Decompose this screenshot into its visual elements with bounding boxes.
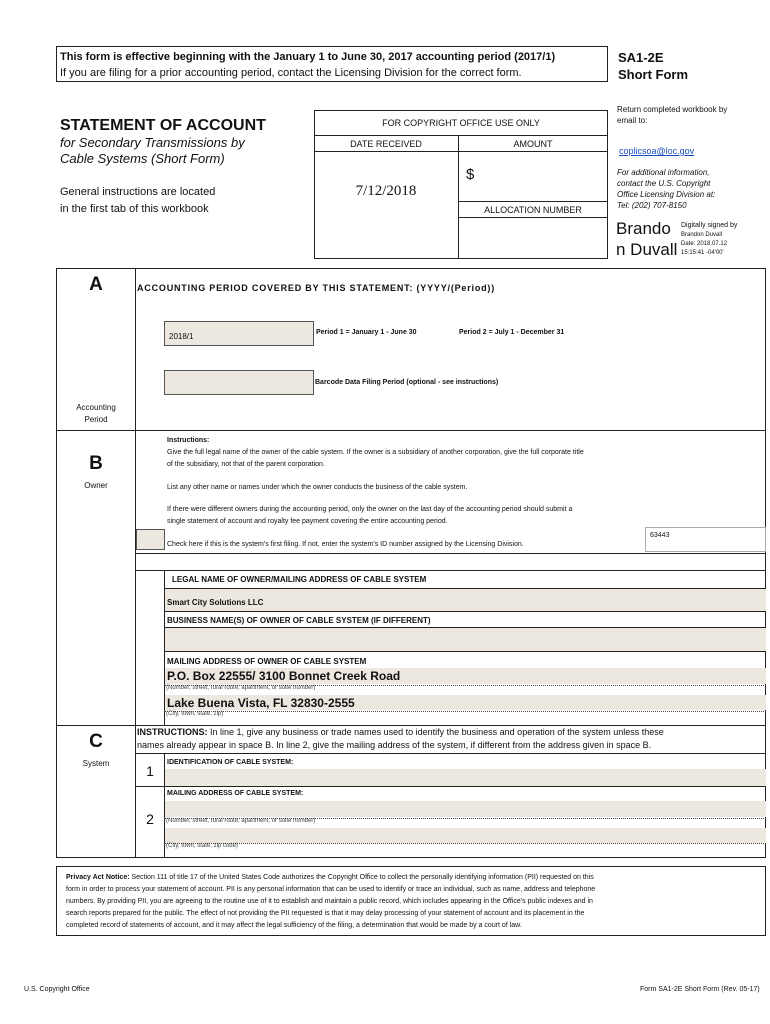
page-subtitle-2: Cable Systems (Short Form) — [60, 151, 225, 166]
effective-notice-line1: This form is effective beginning with the January 1 to June 30, 2017 accounting period (2017/1) — [60, 51, 556, 63]
form-code: SA1-2E — [618, 50, 664, 65]
return-info-text: Return completed workbook by email to: — [617, 105, 728, 125]
first-filing-checkbox[interactable] — [136, 529, 165, 550]
page-title: STATEMENT OF ACCOUNT — [60, 117, 266, 134]
signature-detail-3: Date: 2018.07.12 — [681, 241, 728, 247]
owner-mailing-label: MAILING ADDRESS OF OWNER OF CABLE SYSTEM — [167, 657, 367, 666]
signature-name-2: n Duvall — [616, 240, 678, 259]
period-1-note: Period 1 = January 1 - June 30 — [316, 329, 417, 336]
barcode-period-input[interactable] — [164, 370, 314, 395]
additional-info-3: Office Licensing Division at: — [617, 190, 716, 199]
return-email-link[interactable]: coplicsoa@loc.gov — [619, 146, 695, 156]
section-b-letter: B — [89, 453, 103, 474]
page-subtitle-1: for Secondary Transmissions by — [60, 135, 245, 150]
date-received-value: 7/12/2018 — [355, 183, 417, 199]
privacy-text-1: Section 111 of title 17 of the United States Code authorizes the Copyright Office to collect the personally identifying information (PII) requested on this — [129, 874, 594, 881]
owner-address-line2-input[interactable]: Lake Buena Vista, FL 32830-2555 — [165, 695, 766, 710]
system-instructions-line2: names already appear in space B. In line 2, give the mailing address of the system, if different from the address given in space B. — [137, 740, 652, 750]
owner-instruction-4: If there were different owners during the accounting period, only the owner on the last day of the accounting period should submit a — [167, 506, 573, 513]
period-2-note: Period 2 = July 1 - December 31 — [459, 329, 565, 336]
business-names-label: BUSINESS NAME(S) OF OWNER OF CABLE SYSTEM (IF DIFFERENT) — [167, 616, 431, 625]
footer-left: U.S. Copyright Office — [24, 986, 90, 993]
general-instructions-1: General instructions are located — [60, 186, 216, 198]
system-id-input[interactable]: 63443 — [645, 527, 766, 552]
system-identification-label: IDENTIFICATION OF CABLE SYSTEM: — [167, 759, 294, 766]
section-c-label: System — [82, 759, 110, 768]
business-names-input[interactable] — [165, 628, 766, 651]
owner-instructions-title: Instructions: — [167, 437, 210, 444]
system-line-1-number: 1 — [146, 763, 154, 779]
system-address-line1-input[interactable] — [165, 801, 766, 817]
section-b-label: Owner — [84, 481, 108, 490]
footer-right: Form SA1-2E Short Form (Rev. 05-17) — [640, 986, 760, 993]
section-a-label-2: Period — [84, 415, 108, 424]
additional-info-1: For additional information, — [617, 168, 710, 177]
system-instructions-text: In line 1, give any business or trade names used to identify the business and operation of the system unless these — [207, 727, 664, 737]
system-instructions-line1 — [137, 727, 664, 737]
system-address-line2-caption: (City, town, state, zip code) — [166, 843, 238, 849]
amount-label: AMOUNT — [513, 139, 553, 149]
effective-notice-line2: If you are filing for a prior accounting period, contact the Licensing Division for the correct form. — [60, 67, 522, 79]
system-identification-input[interactable] — [165, 769, 766, 786]
section-a-letter: A — [89, 274, 103, 295]
owner-address-line1-input[interactable]: P.O. Box 22555/ 3100 Bonnet Creek Road — [165, 668, 766, 684]
date-received-label: DATE RECEIVED — [350, 139, 422, 149]
privacy-line3: numbers. By providing PII, you are agreeing to the routine use of it to establish and maintain a public record, which includes appearing in the Office's public indexes and in — [66, 898, 593, 905]
privacy-line5: completed record of statements of account, and it may affect the legal sufficiency of the filing, a determination that would be made by a court of law. — [66, 922, 522, 929]
general-instructions-2: in the first tab of this workbook — [60, 203, 209, 215]
system-mailing-label: MAILING ADDRESS OF CABLE SYSTEM: — [167, 790, 304, 797]
owner-instruction-5: single statement of account and royalty fee payment covering the entire accounting period. — [167, 518, 448, 525]
legal-name-label: LEGAL NAME OF OWNER/MAILING ADDRESS OF CABLE SYSTEM — [172, 575, 427, 584]
system-line-2-number: 2 — [146, 811, 154, 827]
accounting-period-input[interactable]: 2018/1 — [164, 321, 314, 346]
owner-address-line1-caption: (Number, street, rural route, apartment, or suite number) — [166, 685, 316, 691]
first-filing-label: Check here if this is the system's first filing. If not, enter the system's ID number assigned by the Licensing Division. — [167, 541, 524, 548]
owner-instruction-1: Give the full legal name of the owner of the cable system. If the owner is a subsidiary of another corporation, give the full corporate title — [167, 449, 584, 456]
barcode-period-label: Barcode Data Filing Period (optional - see instructions) — [315, 379, 499, 386]
additional-info-4: Tel: (202) 707-8150 — [617, 201, 687, 210]
allocation-number-label: ALLOCATION NUMBER — [484, 205, 582, 215]
signature-detail-1: Digitally signed by — [681, 222, 738, 229]
owner-instruction-3: List any other name or names under which the owner conducts the business of the cable system. — [167, 484, 468, 491]
form-name: Short Form — [618, 67, 689, 82]
signature-name-1: Brando — [616, 219, 671, 238]
privacy-line2: form in order to process your statement of account. PII is any personal information that can be used to identify or trace an individual, such as name, address and telephone — [66, 886, 596, 893]
legal-name-input[interactable]: Smart City Solutions LLC — [165, 589, 766, 611]
amount-currency-symbol: $ — [466, 166, 475, 183]
system-address-line2-input[interactable] — [165, 828, 766, 843]
privacy-line1 — [66, 874, 594, 881]
signature-detail-4: 15:15:41 -04'00' — [681, 250, 724, 256]
signature-detail-2: Brandon Duvall — [681, 232, 723, 238]
system-address-line1-caption: (Number, street, rural route, apartment, or suite number) — [166, 818, 316, 824]
section-a-label-1: Accounting — [76, 403, 116, 412]
system-instructions-title: INSTRUCTIONS: — [137, 727, 208, 737]
office-use-title: FOR COPYRIGHT OFFICE USE ONLY — [382, 118, 540, 128]
privacy-title: Privacy Act Notice: — [66, 874, 130, 881]
privacy-line4: search reports prepared for the public. The effect of not providing the PII requested is that it may delay processing of your statement of account and its placement in the — [66, 910, 585, 917]
owner-address-line2-caption: (City, town, state, zip) — [166, 711, 224, 717]
section-c-letter: C — [89, 731, 103, 752]
section-a-heading: ACCOUNTING PERIOD COVERED BY THIS STATEMENT: (YYYY/(Period)) — [137, 283, 496, 293]
owner-instruction-2: of the subsidiary, not that of the parent corporation. — [167, 461, 325, 468]
additional-info-2: contact the U.S. Copyright — [617, 179, 711, 188]
